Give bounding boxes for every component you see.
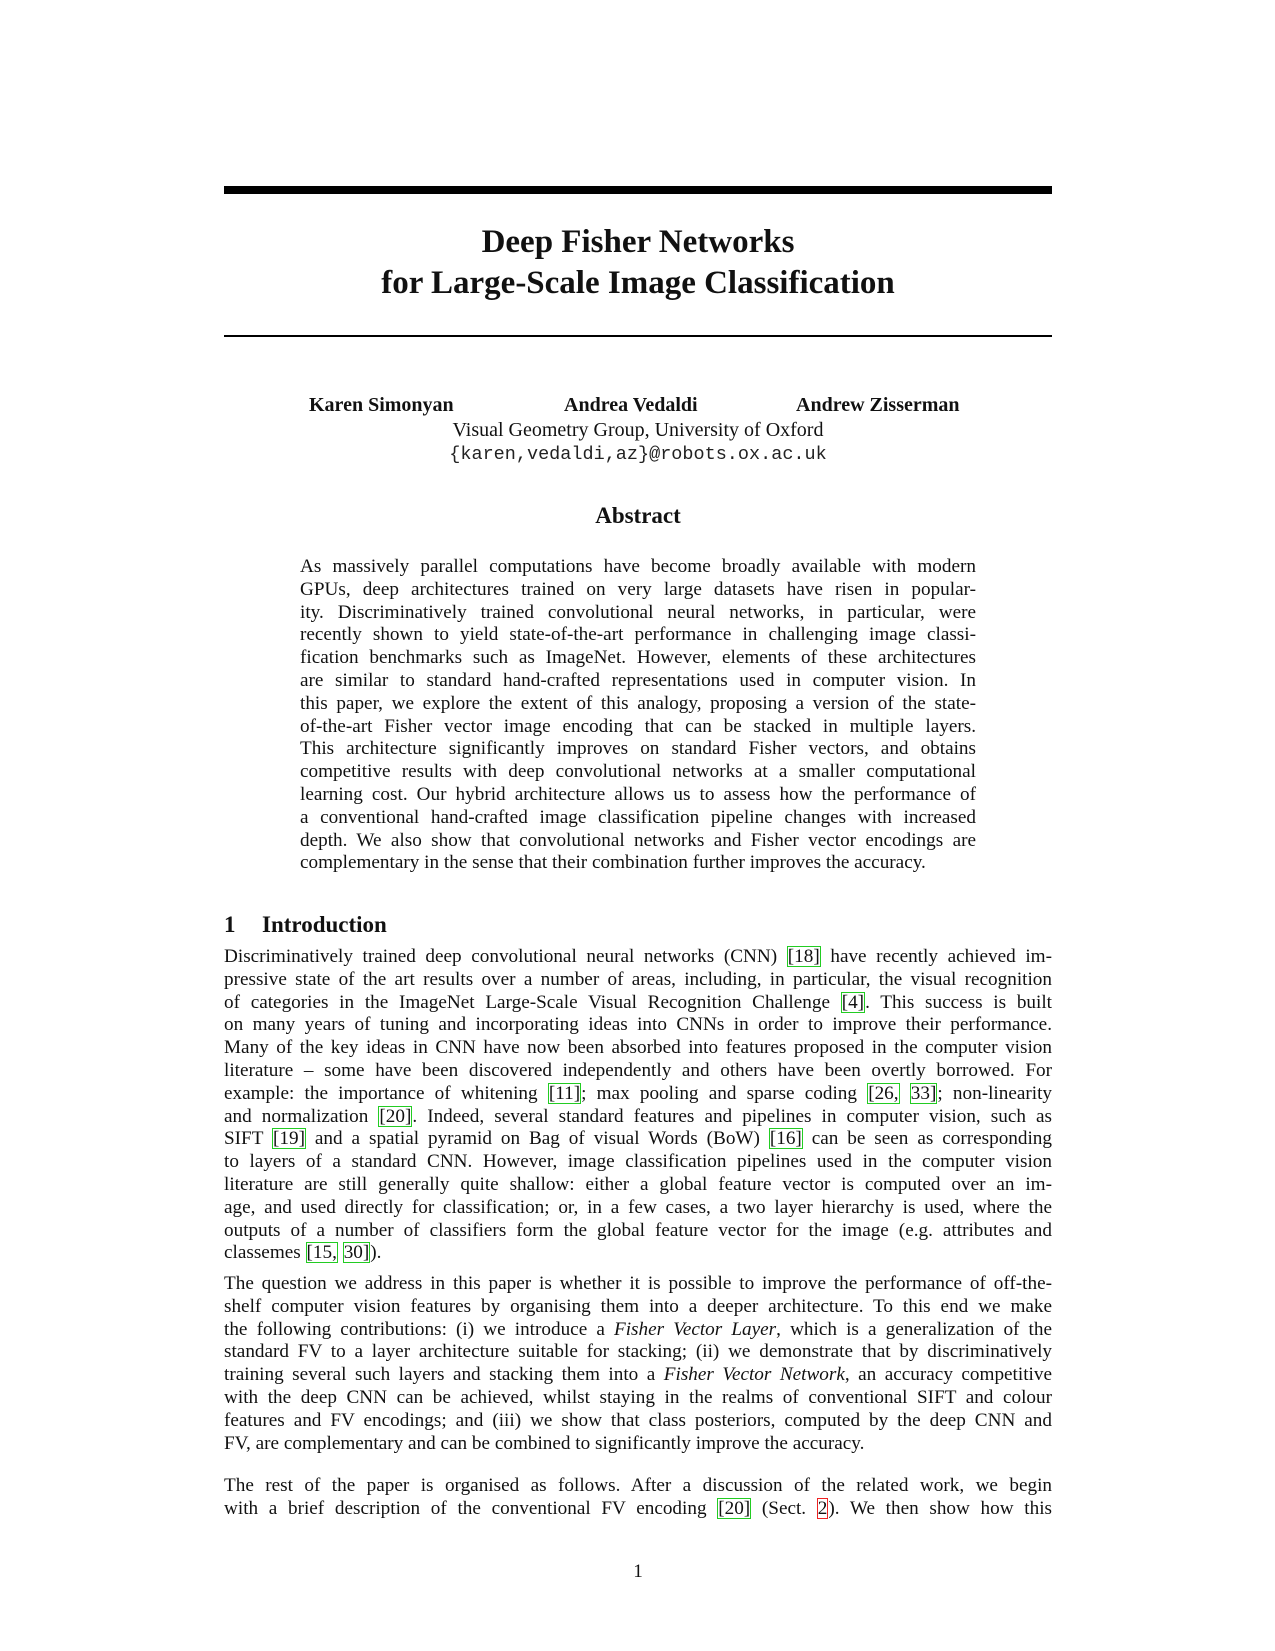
author-list [224,392,1052,418]
citation-link[interactable]: [11] [548,1082,581,1104]
text-run: have recently achieved im- [820,946,1053,967]
paragraph-line: The rest of the paper is organised as follows. After a discussion of the related work, we begin [224,1475,1052,1496]
citation-link[interactable]: [26, [868,1082,899,1104]
text-run: ). We then show how this [828,1497,1052,1519]
title-line-1: Deep Fisher Networks [481,224,795,260]
citation-link[interactable]: 30] [343,1242,370,1264]
paragraph-line: literature – some have been discovered independently and others have been overtly borrowed. For [224,1059,1052,1081]
text-run: and normalization [224,1105,379,1127]
citation-link[interactable]: [19] [273,1128,305,1150]
paper-title [224,222,1052,304]
text-run: Discriminatively trained deep convolutional neural networks (CNN) [224,946,787,967]
abstract-line: are similar to standard hand-crafted representations used in computer vision. In [300,669,976,691]
intro-paragraph-2 [224,1273,1052,1455]
abstract-line: a conventional hand-crafted image classification pipeline changes with increased [300,806,976,828]
paragraph-line [224,1319,1052,1342]
abstract-line: learning cost. Our hybrid architecture allows us to assess how the performance of [300,783,976,805]
paragraph-line [224,1242,1052,1265]
text-run: the following contributions: (i) we introduce a [224,1318,614,1340]
citation-link[interactable]: [15, [306,1242,337,1264]
paragraph-line: on many years of tuning and incorporating ideas into CNNs in order to improve their performance. [224,1014,1052,1036]
paragraph-line: pressive state of the art results over a number of areas, including, in particular, the visual recognition [224,968,1052,990]
paragraph-line: age, and used directly for classification; or, in a few cases, a two layer hierarchy is used, where the [224,1196,1052,1218]
abstract-line: competitive results with deep convolutional networks at a smaller computational [300,761,976,783]
abstract-line: complementary in the sense that their combination further improves the accuracy. [300,852,926,874]
paragraph-line: The question we address in this paper is whether it is possible to improve the performance of off-the- [224,1273,1052,1294]
paragraph-line: Many of the key ideas in CNN have now been absorbed into features proposed in the computer vision [224,1037,1052,1059]
paragraph-line: literature are still generally quite shallow: either a global feature vector is computed over an im- [224,1173,1052,1195]
paragraph-line [224,1364,1052,1387]
paragraph-line [224,1083,1052,1106]
citation-link[interactable]: [20] [379,1105,412,1127]
citation-link[interactable]: 33] [910,1082,937,1104]
author-zisserman: Andrew Zisserman [796,394,960,416]
author-vedaldi: Andrea Vedaldi [564,394,698,416]
paragraph-line [224,1498,1052,1521]
author-simonyan: Karen Simonyan [309,394,454,416]
paragraph-line: outputs of a number of classifiers form the global feature vector for the image (e.g. attributes and [224,1219,1052,1241]
author-emails: {karen,vedaldi,az}@robots.ox.ac.uk [449,444,827,465]
abstract-line: GPUs, deep architectures trained on very large datasets have risen in popular- [300,578,976,600]
abstract-line: fication benchmarks such as ImageNet. However, elements of these architectures [300,647,976,669]
abstract-heading: Abstract [595,503,681,528]
abstract-line: recently shown to yield state-of-the-art performance in challenging image classi- [300,624,976,646]
paragraph-line: FV, are complementary and can be combined to significantly improve the accuracy. [224,1432,865,1454]
emphasis-term: Fisher Vector Layer [614,1318,777,1340]
citation-link[interactable]: [18] [787,946,820,967]
text-run: ; max pooling and sparse coding [581,1082,868,1104]
title-line-2: for Large-Scale Image Classification [381,265,895,301]
text-run: training several such layers and stacking them into a [224,1364,664,1386]
intro-paragraph-3 [224,1475,1052,1521]
text-run: classemes [224,1242,306,1264]
paragraph-line [224,992,1052,1015]
abstract-line: this paper, we explore the extent of this analogy, proposing a version of the state- [300,692,976,714]
paragraph-line [224,1106,1052,1129]
text-run: example: the importance of whitening [224,1082,548,1104]
paragraph-line [224,1128,1052,1151]
section-number: 1 [224,912,236,937]
text-run: and a spatial pyramid on Bag of visual Words (BoW) [306,1128,769,1150]
citation-link[interactable]: [4] [841,991,865,1013]
paragraph-line: to layers of a standard CNN. However, image classification pipelines used in the computer vision [224,1151,1052,1173]
text-run: ). [370,1242,382,1264]
section-ref-link[interactable]: 2 [817,1497,828,1519]
citation-link[interactable]: [20] [718,1497,751,1519]
abstract-body [300,556,976,875]
text-run: , which is a generalization of the [776,1318,1052,1340]
section-title: Introduction [262,912,387,937]
text-run: , an accuracy competitive [844,1364,1052,1386]
page-number: 1 [633,1561,643,1582]
paragraph-line [224,946,1052,969]
text-run: ; non-linearity [937,1082,1053,1104]
text-run: can be seen as corresponding [802,1128,1052,1150]
title-top-rule [224,186,1052,194]
title-bottom-rule [224,335,1052,337]
section-heading-introduction [224,911,387,939]
abstract-line: As massively parallel computations have become broadly available with modern [300,556,976,577]
paragraph-line: standard FV to a layer architecture suitable for stacking; (ii) we demonstrate that by discriminatively [224,1341,1052,1363]
abstract-line: depth. We also show that convolutional networks and Fisher vector encodings are [300,829,976,851]
paragraph-line: shelf computer vision features by organising them into a deeper architecture. To this end we make [224,1295,1052,1317]
emphasis-term: Fisher Vector Network [663,1364,845,1386]
paragraph-line: features and FV encodings; and (iii) we show that class posteriors, computed by the deep CNN and [224,1409,1052,1431]
abstract-line: ity. Discriminatively trained convolutional neural networks, in particular, were [300,601,976,623]
text-run: of categories in the ImageNet Large-Scale Visual Recognition Challenge [224,991,841,1013]
text-run: . This success is built [865,991,1052,1013]
citation-link[interactable]: [16] [769,1128,802,1150]
intro-paragraph-1 [224,946,1052,1265]
abstract-line: of-the-art Fisher vector image encoding that can be stacked in multiple layers. [300,715,976,737]
text-run: . Indeed, several standard features and pipelines in computer vision, such as [412,1105,1052,1127]
affiliation: Visual Geometry Group, University of Oxford [452,419,824,441]
abstract-line: This architecture significantly improves on standard Fisher vectors, and obtains [300,738,976,760]
text-run: (Sect. [751,1497,817,1519]
paragraph-line: with the deep CNN can be achieved, whilst staying in the realms of conventional SIFT and colour [224,1386,1052,1408]
text-run: with a brief description of the conventional FV encoding [224,1497,718,1519]
text-run: SIFT [224,1128,273,1150]
